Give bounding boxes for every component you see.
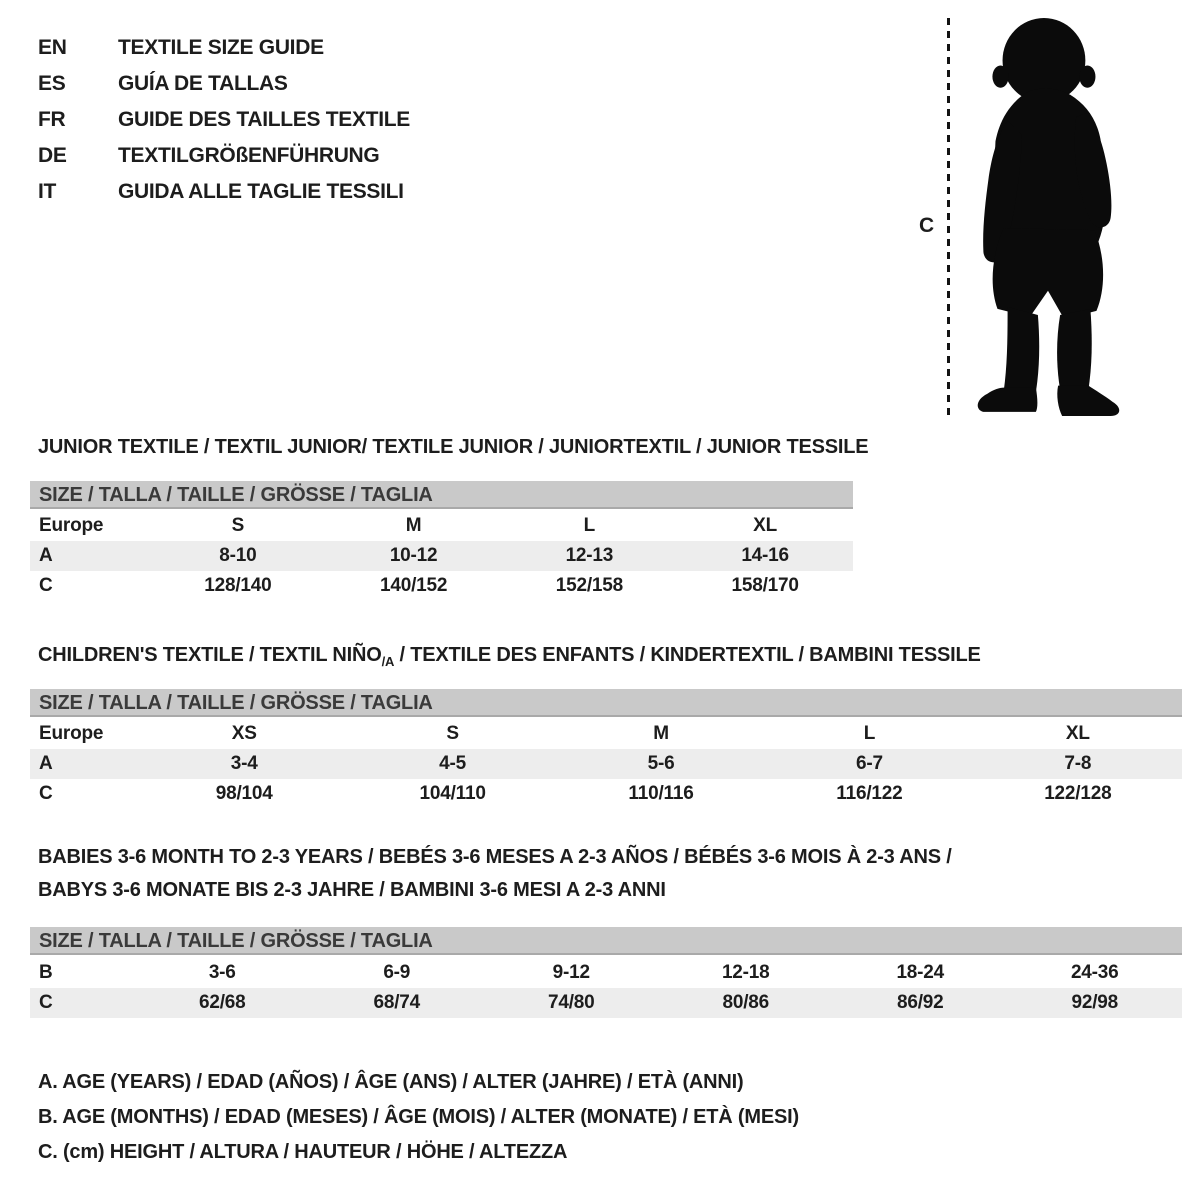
table-row-height: [30, 779, 1182, 809]
height-value: 116/122: [836, 783, 903, 804]
height-value: 62/68: [198, 992, 246, 1013]
language-title: GUIDA ALLE TAGLIE TESSILI: [118, 180, 404, 203]
months-value: 12-18: [721, 962, 770, 983]
babies-section-heading-line1: BABIES 3-6 MONTH TO 2-3 YEARS / BEBÉS 3-6 MESES A 2-3 AÑOS / BÉBÉS 3-6 MOIS À 2-3 ANS /: [38, 846, 952, 868]
months-value: 6-9: [383, 962, 411, 983]
months-value: 18-24: [896, 962, 945, 983]
language-code: IT: [38, 180, 57, 203]
language-row-es: [38, 66, 410, 102]
table-row-age: [30, 749, 1182, 779]
language-title: GUÍA DE TALLAS: [118, 72, 288, 95]
children-size-bar: SIZE / TALLA / TAILLE / GRÖSSE / TAGLIA: [30, 689, 1182, 717]
size-header: L: [583, 515, 596, 536]
size-header: XS: [231, 723, 257, 744]
age-value: 6-7: [855, 753, 883, 774]
age-value: 5-6: [647, 753, 675, 774]
legend: [38, 1071, 799, 1176]
size-header: S: [231, 515, 245, 536]
height-value: 110/116: [628, 783, 694, 804]
language-code: ES: [38, 72, 66, 95]
age-value: 8-10: [219, 545, 257, 566]
junior-section-heading: JUNIOR TEXTILE / TEXTIL JUNIOR/ TEXTILE JUNIOR / JUNIORTEXTIL / JUNIOR TESSILE: [38, 436, 869, 458]
language-title: TEXTILGRÖßENFÜHRUNG: [118, 144, 380, 167]
age-value: 10-12: [389, 545, 438, 566]
row-label: A: [39, 545, 53, 566]
height-value: 122/128: [1044, 783, 1112, 804]
children-heading-post: / TEXTILE DES ENFANTS / KINDERTEXTIL / BAMBINI TESSILE: [394, 644, 981, 666]
age-value: 7-8: [1064, 753, 1092, 774]
row-label: A: [39, 753, 53, 774]
language-title: GUIDE DES TAILLES TEXTILE: [118, 108, 410, 131]
height-value: 158/170: [731, 575, 799, 596]
table-row-age: [30, 541, 853, 571]
size-header: XL: [753, 515, 778, 536]
size-header: L: [863, 723, 876, 744]
table-row-months: [30, 958, 1182, 988]
height-value: 92/98: [1071, 992, 1119, 1013]
babies-size-bar: SIZE / TALLA / TAILLE / GRÖSSE / TAGLIA: [30, 927, 1182, 955]
children-size-table: [30, 719, 1182, 809]
height-value: 152/158: [555, 575, 624, 596]
children-heading-pre: CHILDREN'S TEXTILE / TEXTIL NIÑO: [38, 644, 382, 666]
row-label: C: [39, 992, 53, 1013]
language-row-de: [38, 138, 410, 174]
children-section-heading: [38, 644, 981, 669]
babies-size-table: [30, 958, 1182, 1018]
months-value: 9-12: [552, 962, 590, 983]
height-value: 128/140: [204, 575, 272, 596]
legend-height-cm: C. (cm) HEIGHT / ALTURA / HAUTEUR / HÖHE / ALTEZZA: [38, 1141, 568, 1163]
junior-size-bar: SIZE / TALLA / TAILLE / GRÖSSE / TAGLIA: [30, 481, 853, 509]
size-header: M: [405, 515, 422, 536]
language-code: DE: [38, 144, 67, 167]
months-value: 3-6: [208, 962, 236, 983]
age-value: 3-4: [230, 753, 258, 774]
age-value: 14-16: [741, 545, 789, 566]
height-value: 104/110: [419, 783, 486, 804]
babies-section-heading-line2: BABYS 3-6 MONATE BIS 2-3 JAHRE / BAMBINI 3-6 MESI A 2-3 ANNI: [38, 879, 666, 901]
junior-size-table: [30, 511, 853, 601]
size-header: S: [446, 723, 459, 744]
height-value: 68/74: [373, 992, 421, 1013]
height-value: 98/104: [215, 783, 273, 804]
children-heading-sub: /A: [381, 654, 395, 669]
region-header: Europe: [39, 515, 104, 536]
age-value: 4-5: [439, 753, 467, 774]
height-dashed-line: [947, 18, 950, 420]
row-label: C: [39, 783, 53, 804]
table-header-row: [30, 719, 1182, 749]
language-title: TEXTILE SIZE GUIDE: [118, 36, 324, 59]
height-value: 86/92: [896, 992, 944, 1013]
height-figure: [905, 12, 1160, 430]
row-label: C: [39, 575, 53, 596]
table-row-height: [30, 571, 853, 601]
months-value: 24-36: [1070, 962, 1119, 983]
language-row-fr: [38, 102, 410, 138]
language-code: EN: [38, 36, 67, 59]
size-header: XL: [1065, 723, 1090, 744]
height-value: 80/86: [722, 992, 770, 1013]
table-header-row: [30, 511, 853, 541]
height-value: 140/152: [379, 575, 448, 596]
language-code: FR: [38, 108, 66, 131]
language-row-en: [38, 30, 410, 66]
toddler-silhouette-icon: [963, 16, 1135, 420]
language-list: [38, 30, 410, 210]
row-label: B: [39, 962, 53, 983]
age-value: 12-13: [565, 545, 614, 566]
height-measure-label: C: [919, 214, 935, 237]
language-row-it: [38, 174, 410, 210]
size-header: M: [653, 723, 669, 744]
height-value: 74/80: [547, 992, 595, 1013]
table-row-height: [30, 988, 1182, 1018]
legend-age-months: B. AGE (MONTHS) / EDAD (MESES) / ÂGE (MOIS) / ALTER (MONATE) / ETÀ (MESI): [38, 1106, 799, 1128]
region-header: Europe: [39, 723, 104, 744]
legend-age-years: A. AGE (YEARS) / EDAD (AÑOS) / ÂGE (ANS) / ALTER (JAHRE) / ETÀ (ANNI): [38, 1071, 744, 1093]
